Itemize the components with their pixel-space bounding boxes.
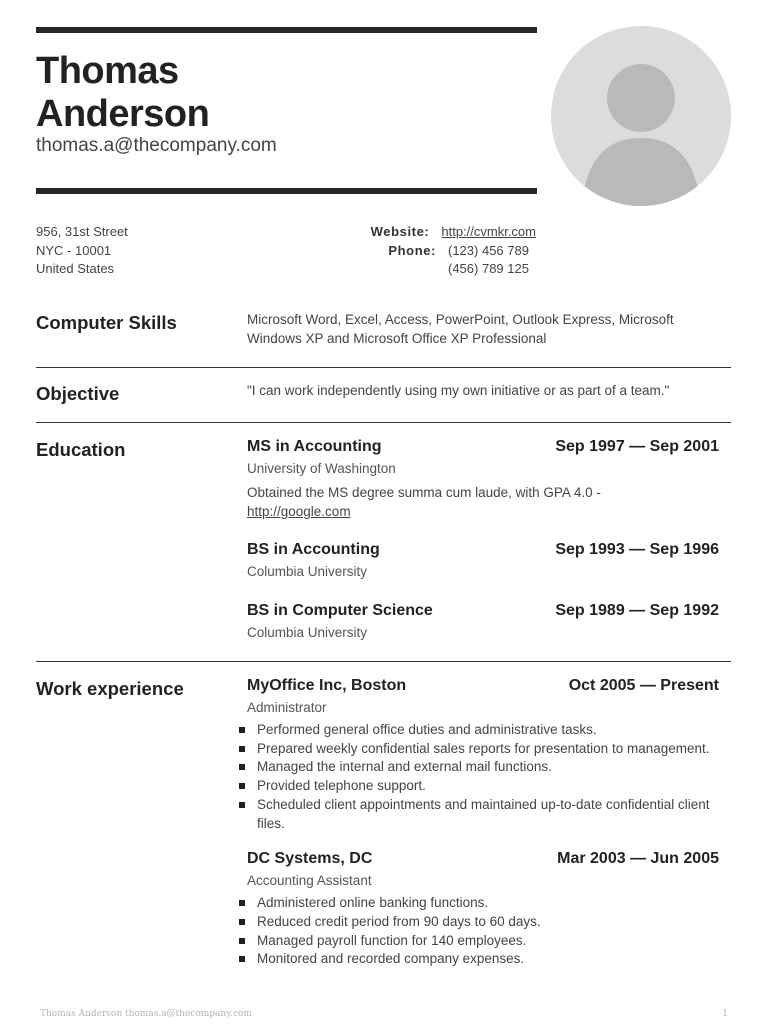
education-entry-header: [247, 601, 719, 621]
list-item: [247, 796, 719, 833]
job-title: Administrator: [247, 700, 327, 715]
education-link[interactable]: http://google.com: [247, 504, 351, 519]
section-title: Computer Skills: [36, 312, 177, 333]
work-entry-header: [247, 676, 719, 696]
address-line: 956, 31st Street: [36, 224, 128, 239]
candidate-name: [36, 50, 209, 136]
education-description: [247, 483, 719, 521]
school-name: Columbia University: [247, 564, 368, 579]
address-line: United States: [36, 261, 115, 276]
work-entry: [247, 676, 719, 833]
phone-row: [371, 242, 536, 261]
profile-photo-placeholder: [551, 26, 731, 206]
section-divider: [36, 422, 731, 423]
list-item: [247, 758, 719, 777]
square-bullet-icon: [239, 746, 245, 752]
responsibility-list: [247, 894, 719, 969]
work-dates: Mar 2003 — Jun 2005: [557, 850, 719, 868]
education-dates: Sep 1989 — Sep 1992: [555, 602, 719, 619]
address-line: NYC - 10001: [36, 242, 112, 258]
name-first: Thomas: [36, 50, 179, 92]
list-item-text: Performed general office duties and administrative tasks.: [257, 722, 597, 737]
responsibility-list: [247, 721, 719, 833]
website-label: Website:: [370, 224, 430, 239]
list-item-text: Managed the internal and external mail functions.: [257, 759, 552, 775]
list-item: [247, 740, 719, 759]
education-entry: [247, 540, 719, 581]
education-entry: [247, 601, 719, 642]
list-item: [247, 913, 719, 932]
work-dates: Oct 2005 — Present: [568, 677, 719, 694]
education-entry-header: [247, 540, 719, 560]
page-number: 1: [722, 1009, 728, 1019]
list-item-text: Provided telephone support.: [257, 778, 426, 794]
header-bottom-rule: [36, 188, 537, 194]
list-item-text: Administered online banking functions.: [257, 895, 489, 911]
list-item-text: Monitored and recorded company expenses.: [257, 951, 525, 967]
section-title: Work experience: [36, 678, 184, 699]
company-name: DC Systems, DC: [247, 850, 373, 868]
square-bullet-icon: [239, 764, 245, 770]
phone-secondary: (456) 789 125: [448, 261, 529, 276]
square-bullet-icon: [239, 783, 245, 789]
address-block: [36, 223, 128, 279]
education-dates: Sep 1997 — Sep 2001: [555, 438, 719, 455]
name-last: Anderson: [36, 93, 210, 135]
objective-text: "I can work independently using my own initiative or as part of a team.": [247, 383, 670, 398]
education-list: [247, 437, 719, 642]
list-item-text: Managed payroll function for 140 employees.: [257, 932, 527, 948]
square-bullet-icon: [239, 727, 245, 733]
list-item: [247, 932, 719, 951]
work-entry-header: [247, 849, 719, 869]
list-item: [247, 777, 719, 796]
header-top-rule: [36, 27, 537, 33]
website-row: [371, 223, 536, 242]
company-name: MyOffice Inc, Boston: [247, 677, 407, 694]
square-bullet-icon: [239, 938, 245, 944]
degree-title: BS in Accounting: [247, 541, 380, 558]
education-description-text: Obtained the MS degree summa cum laude, with GPA 4.0 -: [247, 485, 601, 500]
header-email: thomas.a@thecompany.com: [36, 135, 277, 156]
section-title: Education: [36, 439, 126, 460]
skills-text: Microsoft Word, Excel, Access, PowerPoint, Outlook Express, Microsoft Windows XP and Microsoft Office XP Professional: [247, 312, 674, 346]
square-bullet-icon: [239, 802, 245, 808]
job-title: Accounting Assistant: [247, 873, 372, 889]
education-entry: [247, 437, 719, 521]
degree-title: BS in Computer Science: [247, 602, 433, 619]
phone-primary: (123) 456 789: [448, 242, 529, 258]
profile-photo: [551, 26, 731, 206]
school-name: Columbia University: [247, 625, 368, 640]
work-entry: [247, 849, 719, 969]
work-list: [247, 676, 719, 969]
list-item-text: Prepared weekly confidential sales reports for presentation to management.: [257, 740, 710, 756]
website-link[interactable]: http://cvmkr.com: [441, 224, 536, 239]
school-name: University of Washington: [247, 461, 396, 476]
education-dates: Sep 1993 — Sep 1996: [555, 541, 719, 558]
square-bullet-icon: [239, 956, 245, 962]
phone-label: Phone:: [388, 242, 436, 258]
section-divider: [36, 661, 731, 662]
section-title: Objective: [36, 383, 120, 404]
list-item: [247, 894, 719, 913]
contact-block: [371, 223, 536, 279]
education-entry-header: [247, 437, 719, 457]
list-item: [247, 721, 719, 740]
list-item-text: Scheduled client appointments and maintained up-to-date confidential client files.: [257, 796, 710, 831]
section-divider: [36, 367, 731, 368]
phone-row-secondary: [371, 260, 536, 279]
degree-title: MS in Accounting: [247, 438, 382, 455]
list-item-text: Reduced credit period from 90 days to 60 days.: [257, 913, 541, 929]
list-item: [247, 950, 719, 969]
square-bullet-icon: [239, 900, 245, 906]
square-bullet-icon: [239, 919, 245, 925]
page-footer: Thomas Anderson thomas.a@thecompany.com: [40, 1009, 252, 1019]
